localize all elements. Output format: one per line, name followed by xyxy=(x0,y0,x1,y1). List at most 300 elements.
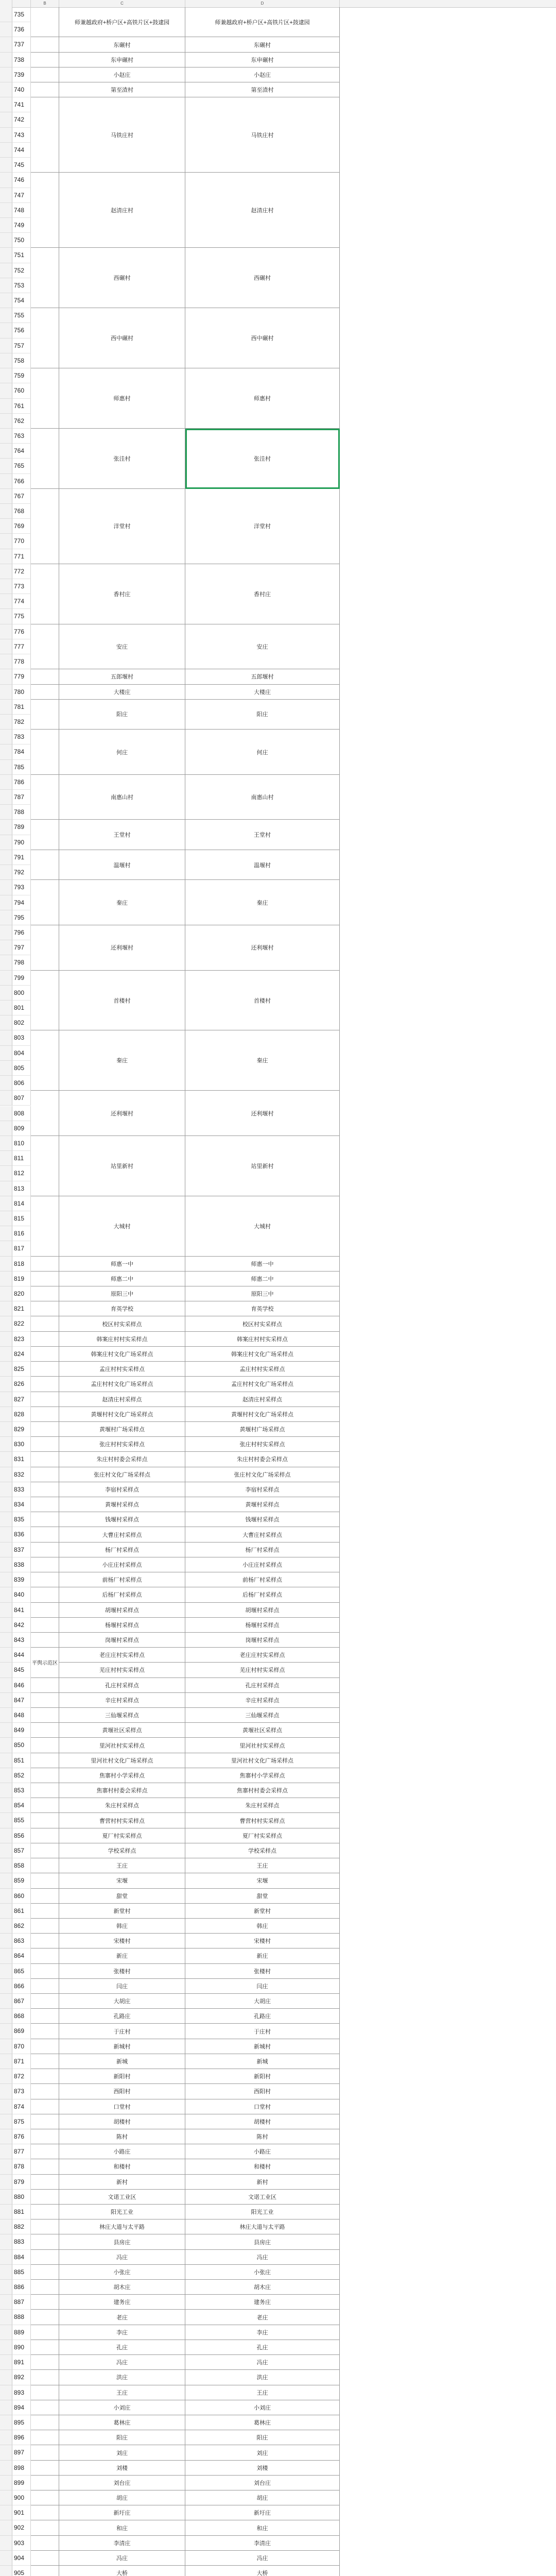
cell-b[interactable] xyxy=(31,1437,59,1452)
row-header[interactable] xyxy=(0,293,12,308)
cell-d[interactable]: 新城 xyxy=(185,2054,340,2069)
cell-d[interactable]: 新庄 xyxy=(185,1948,340,1963)
cell-d[interactable]: 焦寨村村委会采样点 xyxy=(185,1783,340,1798)
cell-c[interactable]: 小赵庄 xyxy=(59,67,185,82)
cell-b[interactable] xyxy=(31,1301,59,1316)
row-header[interactable] xyxy=(0,1046,12,1061)
cell-b[interactable] xyxy=(31,971,59,1031)
row-header[interactable] xyxy=(0,1030,12,1045)
row-header[interactable] xyxy=(0,1693,12,1708)
cell-b[interactable] xyxy=(31,1362,59,1377)
cell-b[interactable] xyxy=(31,368,59,429)
cell-b[interactable] xyxy=(31,2476,59,2490)
cell-b[interactable] xyxy=(31,308,59,368)
row-header[interactable] xyxy=(0,22,12,37)
cell-c[interactable]: 前杨厂村采样点 xyxy=(59,1572,185,1587)
cell-b[interactable] xyxy=(31,2039,59,2054)
column-header-blank-1[interactable] xyxy=(12,0,31,7)
cell-c[interactable]: 师惠村 xyxy=(59,368,185,429)
row-header[interactable] xyxy=(0,97,12,112)
row-header[interactable] xyxy=(0,1196,12,1211)
row-header[interactable] xyxy=(0,399,12,414)
cell-d[interactable]: 温堰村 xyxy=(185,850,340,880)
row-header[interactable] xyxy=(0,2295,12,2310)
cell-d[interactable]: 韩案庄村村实采样点 xyxy=(185,1332,340,1347)
cell-d[interactable]: 甜堂 xyxy=(185,1889,340,1904)
row-header[interactable] xyxy=(0,1858,12,1873)
cell-b[interactable] xyxy=(31,1708,59,1723)
cell-b[interactable] xyxy=(31,2175,59,2190)
row-header[interactable] xyxy=(0,1572,12,1587)
cell-d[interactable]: 师惠村 xyxy=(185,368,340,429)
row-header[interactable] xyxy=(0,775,12,790)
cell-c[interactable]: 马铁庄村 xyxy=(59,97,185,173)
cell-c[interactable]: 口堂村 xyxy=(59,2099,185,2114)
row-header[interactable] xyxy=(0,2054,12,2069)
cell-d[interactable]: 张楼村 xyxy=(185,1964,340,1979)
cell-b[interactable] xyxy=(31,669,59,684)
cell-d[interactable]: 刘庄 xyxy=(185,2445,340,2460)
row-header[interactable] xyxy=(0,2520,12,2535)
cell-c[interactable]: 闫庄 xyxy=(59,1979,185,1994)
row-header[interactable] xyxy=(0,1151,12,1166)
cell-d[interactable]: 还利堰村 xyxy=(185,925,340,971)
row-header[interactable] xyxy=(0,564,12,579)
cell-d[interactable]: 大曹庄村采样点 xyxy=(185,1527,340,1542)
row-header[interactable] xyxy=(0,67,12,82)
cell-c[interactable]: 东碾村 xyxy=(59,37,185,52)
cell-b[interactable] xyxy=(31,97,59,173)
cell-b[interactable] xyxy=(31,1422,59,1437)
row-header[interactable] xyxy=(0,37,12,52)
row-header[interactable] xyxy=(0,1557,12,1572)
cell-c[interactable]: 和楼村 xyxy=(59,2159,185,2174)
row-header[interactable] xyxy=(0,940,12,955)
cell-d[interactable]: 师惠一中 xyxy=(185,1257,340,1272)
cell-d[interactable]: 大楼庄 xyxy=(185,685,340,700)
cell-d[interactable]: 钱堰村采样点 xyxy=(185,1512,340,1527)
cell-b[interactable] xyxy=(31,2054,59,2069)
cell-c[interactable]: 洪庄 xyxy=(59,2370,185,2385)
row-header[interactable] xyxy=(0,1753,12,1768)
cell-d[interactable]: 冯庄 xyxy=(185,2551,340,2566)
row-header[interactable] xyxy=(0,2084,12,2099)
cell-b[interactable] xyxy=(31,2280,59,2295)
cell-b[interactable] xyxy=(31,1527,59,1542)
cell-d[interactable]: 朱庄村村委会采样点 xyxy=(185,1452,340,1467)
row-header[interactable] xyxy=(0,203,12,218)
cell-c[interactable]: 师兼越政府+桥户区+高铁片区+鼓逮园 xyxy=(59,7,185,37)
cell-c[interactable]: 里河社村文化广场采样点 xyxy=(59,1753,185,1768)
cell-c[interactable]: 林庄大道与太平路 xyxy=(59,2219,185,2234)
cell-d[interactable]: 李庄 xyxy=(185,2325,340,2340)
row-header[interactable] xyxy=(0,2190,12,2205)
cell-c[interactable]: 五郎堰村 xyxy=(59,669,185,684)
cell-d[interactable]: 安庄 xyxy=(185,624,340,670)
cell-b[interactable] xyxy=(31,1753,59,1768)
cell-c[interactable]: 韩案庄村文化广场采样点 xyxy=(59,1347,185,1362)
cell-d[interactable]: 西中碾村 xyxy=(185,308,340,368)
row-header[interactable] xyxy=(0,2159,12,2174)
row-header[interactable] xyxy=(0,1241,12,1256)
cell-c[interactable]: 小庄庄村采样点 xyxy=(59,1557,185,1572)
cell-d[interactable]: 闫庄 xyxy=(185,1979,340,1994)
cell-c[interactable]: 黄堰村采样点 xyxy=(59,1497,185,1512)
cell-c[interactable]: 秦庄 xyxy=(59,880,185,925)
cell-b[interactable] xyxy=(31,2129,59,2144)
row-header[interactable] xyxy=(0,2099,12,2114)
cell-c[interactable]: 小路庄 xyxy=(59,2144,185,2159)
cell-b[interactable] xyxy=(31,1467,59,1482)
cell-d[interactable]: 秦庄 xyxy=(185,880,340,925)
cell-b[interactable] xyxy=(31,1377,59,1392)
cell-c[interactable]: 育英学校 xyxy=(59,1301,185,1316)
row-header[interactable] xyxy=(0,112,12,127)
cell-b[interactable] xyxy=(31,1633,59,1648)
cell-c[interactable]: 于庄村 xyxy=(59,2024,185,2039)
row-header[interactable] xyxy=(0,971,12,986)
cell-b[interactable] xyxy=(31,2445,59,2460)
cell-b[interactable] xyxy=(31,2536,59,2551)
row-header[interactable] xyxy=(0,1272,12,1286)
cell-b[interactable] xyxy=(31,1994,59,2009)
cell-c[interactable]: 宋堰 xyxy=(59,1873,185,1888)
cell-c[interactable]: 后杨厂村采样点 xyxy=(59,1587,185,1602)
row-header[interactable] xyxy=(0,2250,12,2265)
cell-d[interactable]: 洋堂村 xyxy=(185,489,340,564)
row-header[interactable] xyxy=(0,2385,12,2400)
row-header[interactable] xyxy=(0,308,12,323)
cell-d[interactable]: 大胡庄 xyxy=(185,1994,340,2009)
row-header[interactable] xyxy=(0,2476,12,2490)
cell-b[interactable] xyxy=(31,820,59,850)
row-header[interactable] xyxy=(0,850,12,865)
cell-c[interactable]: 胡庄 xyxy=(59,2490,185,2505)
cell-d[interactable]: 韩庄 xyxy=(185,1919,340,1934)
row-header[interactable] xyxy=(0,1061,12,1076)
cell-c[interactable]: 王庄 xyxy=(59,1858,185,1873)
cell-b[interactable] xyxy=(31,2310,59,2325)
row-header[interactable] xyxy=(0,338,12,353)
cell-d[interactable]: 师兼越政府+桥户区+高铁片区+鼓逮园 xyxy=(185,7,340,37)
cell-d[interactable]: 曹营村村实采样点 xyxy=(185,1813,340,1828)
row-header[interactable] xyxy=(0,2415,12,2430)
district-label[interactable]: 平舆示范区 xyxy=(31,1648,59,1677)
cell-c[interactable]: 葛林庄 xyxy=(59,2415,185,2430)
row-header[interactable] xyxy=(0,1121,12,1136)
cell-b[interactable] xyxy=(31,489,59,564)
cell-b[interactable] xyxy=(31,1889,59,1904)
cell-c[interactable]: 老庄 xyxy=(59,2310,185,2325)
row-header[interactable] xyxy=(0,1873,12,1888)
cell-d[interactable]: 阳庄 xyxy=(185,2430,340,2445)
row-header[interactable] xyxy=(0,986,12,1001)
cell-d[interactable]: 秦庄 xyxy=(185,1030,340,1091)
cell-b[interactable] xyxy=(31,2069,59,2084)
row-header[interactable] xyxy=(0,865,12,880)
cell-b[interactable] xyxy=(31,624,59,670)
row-header[interactable] xyxy=(0,1738,12,1753)
cell-d[interactable]: 小赵庄 xyxy=(185,67,340,82)
row-header[interactable] xyxy=(0,459,12,473)
cell-b[interactable] xyxy=(31,1618,59,1633)
cell-d[interactable]: 小庄庄村采样点 xyxy=(185,1557,340,1572)
cell-b[interactable] xyxy=(31,1497,59,1512)
row-header[interactable] xyxy=(0,2536,12,2551)
row-header[interactable] xyxy=(0,1603,12,1618)
cell-c[interactable]: 胡木庄 xyxy=(59,2280,185,2295)
row-header[interactable] xyxy=(0,2551,12,2566)
cell-c[interactable]: 西中碾村 xyxy=(59,308,185,368)
cell-d[interactable]: 新村 xyxy=(185,2175,340,2190)
row-header[interactable] xyxy=(0,955,12,970)
cell-d[interactable]: 西碾村 xyxy=(185,248,340,308)
row-header[interactable] xyxy=(0,2024,12,2039)
cell-c[interactable]: 张洼村 xyxy=(59,429,185,489)
cell-c[interactable]: 孔庄村采样点 xyxy=(59,1678,185,1693)
cell-d[interactable]: 洪庄 xyxy=(185,2370,340,2385)
row-header[interactable] xyxy=(0,1889,12,1904)
cell-d[interactable]: 杨厂村采样点 xyxy=(185,1543,340,1557)
row-header[interactable] xyxy=(0,1422,12,1437)
cell-c[interactable]: 冯庄 xyxy=(59,2551,185,2566)
cell-c[interactable]: 冯庄 xyxy=(59,2250,185,2265)
cell-b[interactable] xyxy=(31,1693,59,1708)
cell-b[interactable] xyxy=(31,2234,59,2249)
row-header[interactable] xyxy=(0,2234,12,2249)
cell-d[interactable]: 西阳村 xyxy=(185,2084,340,2099)
row-header[interactable] xyxy=(0,895,12,910)
cell-b[interactable] xyxy=(31,1196,59,1257)
cell-c[interactable]: 首楼村 xyxy=(59,971,185,1031)
cell-d[interactable]: 胡楼村 xyxy=(185,2114,340,2129)
row-header[interactable] xyxy=(0,609,12,624)
row-header[interactable] xyxy=(0,323,12,338)
cell-c[interactable]: 冯庄 xyxy=(59,2355,185,2370)
cell-c[interactable]: 师惠一中 xyxy=(59,1257,185,1272)
row-header[interactable] xyxy=(0,2175,12,2190)
cell-d[interactable]: 大城村 xyxy=(185,1196,340,1257)
cell-d[interactable]: 新堂村 xyxy=(185,1904,340,1919)
row-header[interactable] xyxy=(0,1723,12,1738)
column-header-C[interactable]: C xyxy=(59,0,185,7)
row-header[interactable] xyxy=(0,188,12,203)
cell-c[interactable]: 小张庄 xyxy=(59,2265,185,2280)
row-header[interactable] xyxy=(0,1497,12,1512)
cell-c[interactable]: 温堰村 xyxy=(59,850,185,880)
cell-d[interactable]: 东申碾村 xyxy=(185,53,340,67)
cell-b[interactable] xyxy=(31,1347,59,1362)
cell-b[interactable] xyxy=(31,2461,59,2476)
cell-d[interactable]: 胡庄 xyxy=(185,2490,340,2505)
row-header[interactable] xyxy=(0,2445,12,2460)
row-header[interactable] xyxy=(0,1136,12,1151)
row-header[interactable] xyxy=(0,2069,12,2084)
cell-d[interactable]: 孔庄村采样点 xyxy=(185,1678,340,1693)
cell-d[interactable]: 里河社村实采样点 xyxy=(185,1738,340,1753)
cell-d[interactable]: 三仙堰采样点 xyxy=(185,1708,340,1723)
cell-b[interactable] xyxy=(31,2144,59,2159)
cell-c[interactable]: 三仙堰采样点 xyxy=(59,1708,185,1723)
cell-d[interactable]: 张庄村文化广场采样点 xyxy=(185,1467,340,1482)
cell-b[interactable] xyxy=(31,1407,59,1422)
row-header[interactable] xyxy=(0,1994,12,2009)
cell-b[interactable] xyxy=(31,1257,59,1272)
cell-d[interactable]: 黄堰村广场采样点 xyxy=(185,1422,340,1437)
cell-b[interactable] xyxy=(31,2295,59,2310)
row-header[interactable] xyxy=(0,143,12,158)
cell-c[interactable]: 和庄 xyxy=(59,2520,185,2535)
cell-d[interactable]: 新圩庄 xyxy=(185,2505,340,2520)
row-header[interactable] xyxy=(0,1512,12,1527)
cell-b[interactable] xyxy=(31,1768,59,1783)
cell-b[interactable] xyxy=(31,925,59,971)
cell-d[interactable]: 口堂村 xyxy=(185,2099,340,2114)
row-header[interactable] xyxy=(0,474,12,489)
cell-b[interactable] xyxy=(31,2415,59,2430)
cell-d[interactable]: 胡堰村采样点 xyxy=(185,1603,340,1618)
cell-c[interactable]: 张庄村村实采样点 xyxy=(59,1437,185,1452)
cell-d[interactable]: 里河社村文化广场采样点 xyxy=(185,1753,340,1768)
cell-b[interactable] xyxy=(31,1136,59,1196)
cell-c[interactable]: 新堂村 xyxy=(59,1904,185,1919)
column-header-D[interactable]: D xyxy=(185,0,340,7)
cell-d[interactable]: 首楼村 xyxy=(185,971,340,1031)
cell-d[interactable]: 冯庄 xyxy=(185,2250,340,2265)
cell-c[interactable]: 站里新村 xyxy=(59,1136,185,1196)
row-header[interactable] xyxy=(0,700,12,715)
cell-b[interactable] xyxy=(31,775,59,820)
cell-c[interactable]: 原阳三中 xyxy=(59,1286,185,1301)
row-header[interactable] xyxy=(0,1708,12,1723)
row-header[interactable] xyxy=(0,549,12,564)
row-header[interactable] xyxy=(0,353,12,368)
cell-c[interactable]: 阳庄 xyxy=(59,700,185,730)
cell-c[interactable]: 校区村实采样点 xyxy=(59,1316,185,1331)
row-header[interactable] xyxy=(0,1437,12,1452)
cell-b[interactable] xyxy=(31,2505,59,2520)
row-header[interactable] xyxy=(0,1543,12,1557)
cell-d[interactable]: 辛庄村采样点 xyxy=(185,1693,340,1708)
row-header[interactable] xyxy=(0,1813,12,1828)
cell-c[interactable]: 曹营村村实采样点 xyxy=(59,1813,185,1828)
row-header[interactable] xyxy=(0,1798,12,1813)
cell-b[interactable] xyxy=(31,7,59,37)
cell-c[interactable]: 南惠山村 xyxy=(59,775,185,820)
cell-d[interactable]: 黄堰村采样点 xyxy=(185,1497,340,1512)
cell-d[interactable]: 张庄村村实采样点 xyxy=(185,1437,340,1452)
cell-d-selected[interactable]: 张洼村 xyxy=(185,429,340,489)
cell-b[interactable] xyxy=(31,1828,59,1843)
row-header[interactable] xyxy=(0,1286,12,1301)
cell-b[interactable] xyxy=(31,1979,59,1994)
cell-d[interactable]: 孟庄村村文化广场采样点 xyxy=(185,1377,340,1392)
cell-d[interactable]: 朱庄村采样点 xyxy=(185,1798,340,1813)
row-header[interactable] xyxy=(0,2009,12,2024)
cell-b[interactable] xyxy=(31,1316,59,1331)
cell-d[interactable]: 焦寨村小学采样点 xyxy=(185,1768,340,1783)
row-header[interactable] xyxy=(0,1648,12,1663)
cell-c[interactable]: 李宿村采样点 xyxy=(59,1482,185,1497)
cell-c[interactable]: 焦寨村小学采样点 xyxy=(59,1768,185,1783)
cell-b[interactable] xyxy=(31,2265,59,2280)
row-header[interactable] xyxy=(0,1106,12,1121)
row-header[interactable] xyxy=(0,1934,12,1948)
cell-d[interactable]: 宋楼村 xyxy=(185,1934,340,1948)
cell-b[interactable] xyxy=(31,2190,59,2205)
cell-c[interactable]: 大楼庄 xyxy=(59,685,185,700)
cell-c[interactable]: 学校采样点 xyxy=(59,1843,185,1858)
row-header[interactable] xyxy=(0,1618,12,1633)
row-header[interactable] xyxy=(0,1001,12,1015)
cell-b[interactable] xyxy=(31,1543,59,1557)
row-header[interactable] xyxy=(0,654,12,669)
cell-d[interactable]: 孔庄 xyxy=(185,2340,340,2355)
cell-d[interactable]: 南惠山村 xyxy=(185,775,340,820)
cell-c[interactable]: 大城村 xyxy=(59,1196,185,1257)
row-header[interactable] xyxy=(0,2566,12,2576)
row-header[interactable] xyxy=(0,1316,12,1331)
row-header[interactable] xyxy=(0,2039,12,2054)
cell-c[interactable]: 安庄 xyxy=(59,624,185,670)
cell-c[interactable]: 张庄村文化广场采样点 xyxy=(59,1467,185,1482)
cell-c[interactable]: 孔庄 xyxy=(59,2340,185,2355)
cell-d[interactable]: 刘台庄 xyxy=(185,2476,340,2490)
cell-d[interactable]: 芜庄村村实采样点 xyxy=(185,1663,340,1677)
cell-c[interactable]: 辛庄村采样点 xyxy=(59,1693,185,1708)
cell-c[interactable]: 夏厂村实采样点 xyxy=(59,1828,185,1843)
cell-d[interactable]: 育英学校 xyxy=(185,1301,340,1316)
cell-c[interactable]: 赵清庄村采样点 xyxy=(59,1392,185,1407)
row-header[interactable] xyxy=(0,1226,12,1241)
cell-d[interactable]: 学校采样点 xyxy=(185,1843,340,1858)
cell-c[interactable]: 陈村 xyxy=(59,2129,185,2144)
cell-c[interactable]: 新村 xyxy=(59,2175,185,2190)
cell-b[interactable] xyxy=(31,429,59,489)
cell-b[interactable] xyxy=(31,2430,59,2445)
cell-b[interactable] xyxy=(31,82,59,97)
cell-d[interactable]: 林庄大道与太平路 xyxy=(185,2219,340,2234)
cell-d[interactable]: 五郎堰村 xyxy=(185,669,340,684)
cell-b[interactable] xyxy=(31,1934,59,1948)
row-header[interactable] xyxy=(0,1332,12,1347)
cell-b[interactable] xyxy=(31,2385,59,2400)
cell-c[interactable]: 李清庄 xyxy=(59,2536,185,2551)
row-header[interactable] xyxy=(0,158,12,173)
cell-b[interactable] xyxy=(31,2084,59,2099)
cell-c[interactable]: 新城 xyxy=(59,2054,185,2069)
row-header[interactable] xyxy=(0,2205,12,2219)
cell-d[interactable]: 葛林庄 xyxy=(185,2415,340,2430)
row-header[interactable] xyxy=(0,414,12,429)
row-header[interactable] xyxy=(0,504,12,519)
row-header[interactable] xyxy=(0,2505,12,2520)
cell-b[interactable] xyxy=(31,1286,59,1301)
cell-d[interactable]: 岗堰村采样点 xyxy=(185,1633,340,1648)
cell-d[interactable]: 新城村 xyxy=(185,2039,340,2054)
cell-c[interactable]: 黄堰村广场采样点 xyxy=(59,1422,185,1437)
row-header[interactable] xyxy=(0,2280,12,2295)
cell-b[interactable] xyxy=(31,1964,59,1979)
row-header[interactable] xyxy=(0,1301,12,1316)
cell-b[interactable] xyxy=(31,2325,59,2340)
cell-d[interactable]: 香村庄 xyxy=(185,564,340,624)
cell-b[interactable] xyxy=(31,2009,59,2024)
row-header[interactable] xyxy=(0,730,12,744)
cell-b[interactable] xyxy=(31,1452,59,1467)
cell-b[interactable] xyxy=(31,2024,59,2039)
cell-b[interactable] xyxy=(31,248,59,308)
